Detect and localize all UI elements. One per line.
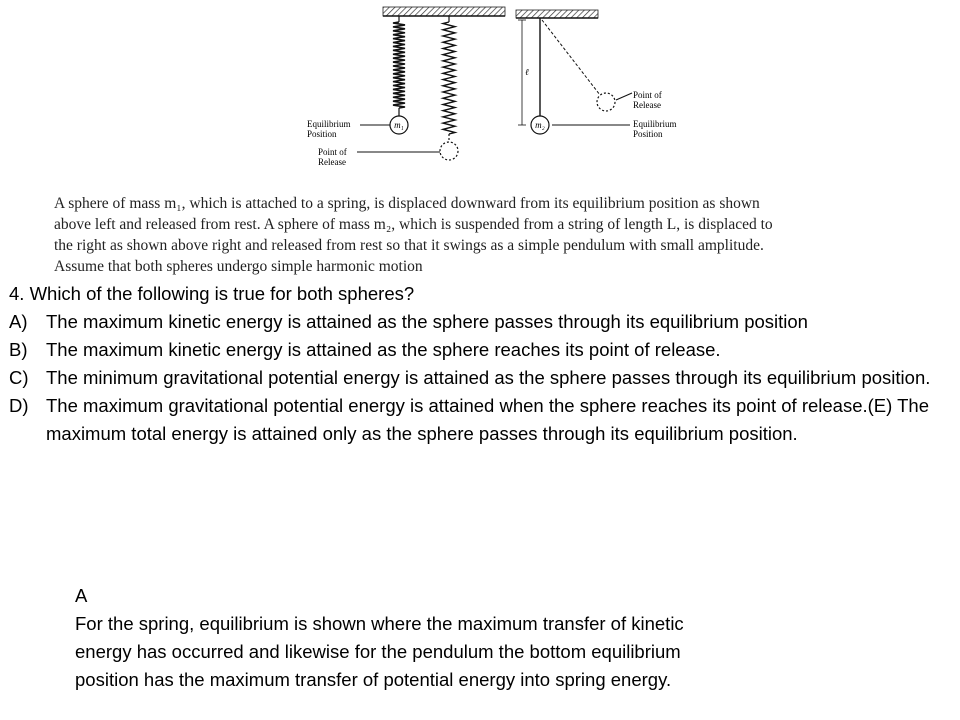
release-label-line1: Point of — [318, 147, 347, 157]
question-block — [9, 280, 954, 448]
answer-explanation-line: energy has occurred and likewise for the pendulum the bottom equilibrium — [75, 641, 681, 662]
choice-b — [9, 336, 954, 364]
passage-line: Assume that both spheres undergo simple harmonic motion — [54, 258, 423, 275]
pendulum-equilibrium-label-line1: Equilibrium — [633, 119, 677, 129]
answer-explanation-line: For the spring, equilibrium is shown where the maximum transfer of kinetic — [75, 613, 684, 634]
choice-letter: D) — [9, 395, 29, 416]
mass-m1-label: m₁ — [394, 120, 404, 130]
sphere-release-position — [440, 142, 458, 160]
physics-diagram — [0, 0, 960, 180]
choice-text: The maximum kinetic energy is attained as the sphere reaches its point of release. — [46, 339, 721, 360]
length-label: ℓ — [525, 67, 529, 77]
passage-line: A sphere of mass m₁, which is attached to a spring, is displaced downward from its equilibrium position as shown — [54, 195, 760, 212]
spring-at-equilibrium — [390, 16, 408, 134]
choice-text: The minimum gravitational potential energy is attained as the sphere passes through its equilibrium position. — [46, 367, 931, 388]
equilibrium-label-line2: Position — [307, 129, 337, 139]
answer-block — [75, 582, 895, 694]
choice-letter: B) — [9, 339, 28, 360]
choice-a — [9, 308, 954, 336]
passage-line: the right as shown above right and released from rest so that it swings as a simple pendulum with small amplitude. — [54, 237, 764, 254]
pendulum-ceiling — [516, 10, 598, 18]
choice-c — [9, 364, 954, 392]
choice-letter: C) — [9, 367, 29, 388]
pendulum-equilibrium-label-line2: Position — [633, 129, 663, 139]
choice-d — [9, 392, 954, 448]
choice-text: The maximum kinetic energy is attained as the sphere passes through its equilibrium position — [46, 311, 808, 332]
choice-text: The maximum gravitational potential energy is attained when the sphere reaches its point of release.(E) The maximum total energy is attained only as the sphere passes through its equilibrium position. — [46, 395, 929, 444]
answer-letter: A — [75, 585, 88, 606]
spring-ceiling — [383, 7, 505, 16]
pendulum-release-label-line1: Point of — [633, 90, 662, 100]
release-label-line2: Release — [318, 157, 346, 167]
answer-explanation-line: position has the maximum transfer of potential energy into spring energy. — [75, 669, 672, 690]
mass-m2-label: m₂ — [535, 120, 545, 130]
passage-line: above left and released from rest. A sphere of mass m₂, which is suspended from a string of length L, is displaced to — [54, 216, 773, 233]
choice-letter: A) — [9, 311, 28, 332]
problem-passage — [54, 193, 924, 277]
pendulum — [518, 18, 615, 134]
spring-at-release — [440, 16, 458, 160]
question-stem: 4. Which of the following is true for both spheres? — [9, 283, 415, 304]
spring-pendulum-figure — [0, 0, 960, 180]
pendulum-release-label-line2: Release — [633, 100, 661, 110]
sphere-pendulum-release — [597, 93, 615, 111]
equilibrium-label-line1: Equilibrium — [307, 119, 351, 129]
